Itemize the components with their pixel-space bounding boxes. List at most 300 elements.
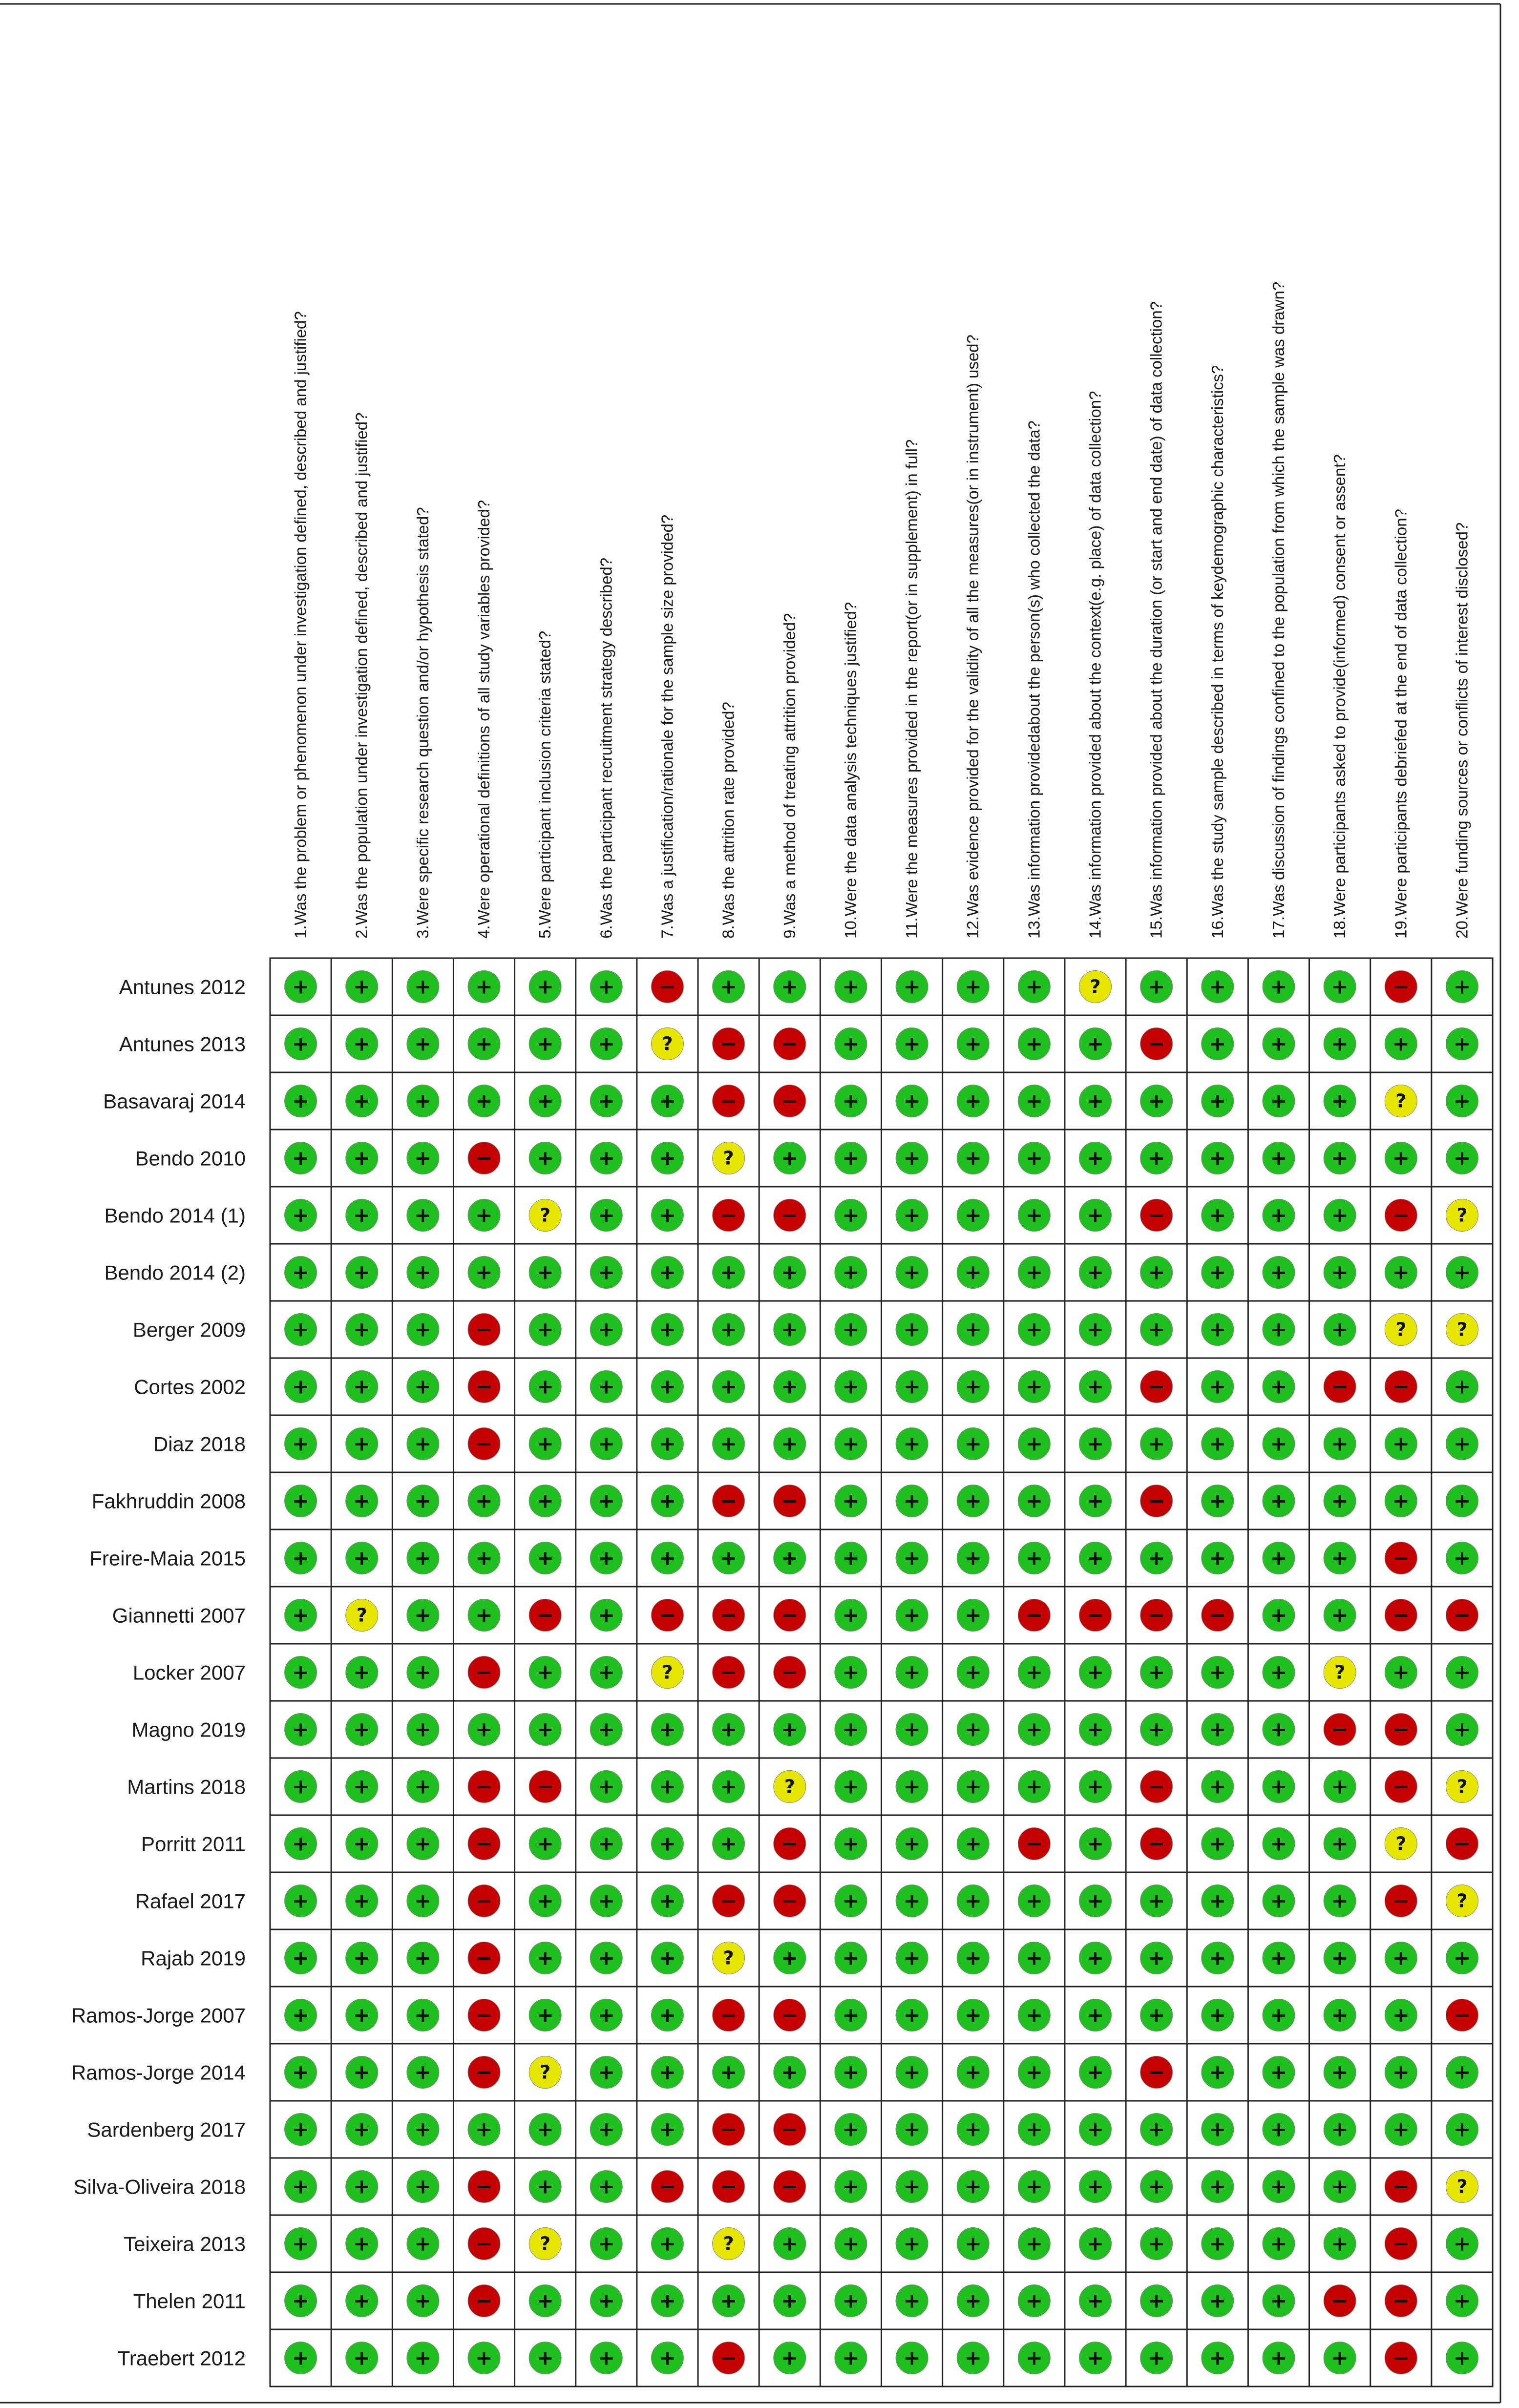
- study-label: Basavaraj 2014: [103, 1089, 246, 1113]
- assessment-mark-glyph: +: [964, 1203, 982, 1227]
- assessment-mark-glyph: −: [720, 1089, 738, 1113]
- assessment-mark: [1018, 1028, 1050, 1060]
- assessment-mark-glyph: +: [1392, 1488, 1410, 1513]
- assessment-mark: [1079, 1142, 1112, 1174]
- assessment-mark: [468, 2285, 500, 2317]
- assessment-mark-glyph: +: [414, 1888, 432, 1913]
- assessment-mark: [957, 971, 989, 1003]
- assessment-mark-glyph: +: [1270, 2117, 1287, 2141]
- assessment-mark-glyph: +: [1025, 1717, 1043, 1741]
- assessment-mark: [1018, 1999, 1050, 2031]
- study-label: Berger 2009: [132, 1318, 246, 1341]
- assessment-mark-glyph: +: [292, 2231, 310, 2256]
- assessment-mark: [1018, 1256, 1050, 1289]
- assessment-mark: [285, 1028, 317, 1060]
- assessment-mark: [1202, 2285, 1234, 2317]
- assessment-mark: [590, 2056, 622, 2089]
- assessment-mark-glyph: −: [781, 1089, 799, 1113]
- assessment-mark-glyph: +: [658, 1888, 676, 1913]
- assessment-mark-glyph: ?: [1456, 1776, 1468, 1798]
- assessment-mark: [1324, 1599, 1356, 1632]
- assessment-mark-glyph: +: [1086, 1146, 1104, 1170]
- assessment-mark-glyph: ?: [723, 1147, 734, 1169]
- assessment-mark-glyph: +: [1086, 2231, 1104, 2256]
- assessment-mark-glyph: ?: [1334, 1661, 1346, 1683]
- assessment-mark-glyph: −: [1392, 1888, 1410, 1913]
- assessment-mark: [1202, 1085, 1234, 1117]
- assessment-mark: [346, 2342, 378, 2374]
- assessment-mark-glyph: +: [903, 2288, 921, 2313]
- assessment-mark-glyph: +: [1148, 1260, 1165, 1284]
- assessment-mark: [896, 1656, 928, 1689]
- assessment-mark-glyph: −: [1148, 1374, 1165, 1399]
- assessment-mark: [1263, 1199, 1295, 1232]
- assessment-mark: [1079, 1542, 1112, 1574]
- assessment-mark-glyph: +: [1148, 2003, 1165, 2027]
- assessment-mark-glyph: +: [903, 1317, 921, 1341]
- assessment-mark-glyph: +: [903, 974, 921, 999]
- assessment-mark: [407, 1771, 439, 1803]
- assessment-mark: [468, 2056, 500, 2089]
- assessment-mark: [285, 1542, 317, 1574]
- assessment-mark-glyph: +: [781, 2288, 799, 2313]
- assessment-mark: [590, 1485, 622, 1517]
- assessment-mark-glyph: +: [1270, 1431, 1287, 1456]
- assessment-mark-glyph: +: [1086, 1546, 1104, 1570]
- assessment-mark-glyph: +: [1209, 2345, 1226, 2370]
- assessment-mark-glyph: +: [414, 2345, 432, 2370]
- assessment-mark: [590, 1771, 622, 1803]
- assessment-mark: [285, 1885, 317, 1917]
- study-labels: [71, 976, 246, 2370]
- assessment-mark-glyph: +: [475, 1488, 493, 1513]
- assessment-mark: [346, 971, 378, 1003]
- assessment-mark: [651, 2228, 683, 2260]
- assessment-mark: [529, 2228, 561, 2260]
- assessment-mark-glyph: +: [414, 2060, 432, 2084]
- assessment-mark: [774, 971, 806, 1003]
- assessment-mark: [1385, 2056, 1417, 2089]
- assessment-mark-glyph: −: [475, 2288, 493, 2313]
- assessment-mark-glyph: +: [1086, 1203, 1104, 1227]
- assessment-mark-glyph: −: [1392, 1774, 1410, 1799]
- assessment-mark: [713, 2228, 745, 2260]
- assessment-mark: [1446, 1656, 1478, 1689]
- assessment-mark-glyph: +: [964, 2231, 982, 2256]
- assessment-mark-glyph: +: [1086, 1831, 1104, 1856]
- assessment-mark: [1385, 1028, 1417, 1060]
- assessment-mark-glyph: +: [353, 2288, 371, 2313]
- assessment-mark: [713, 2114, 745, 2146]
- assessment-mark-glyph: −: [781, 2174, 799, 2199]
- assessment-mark: [1385, 2342, 1417, 2374]
- assessment-mark-glyph: −: [658, 1603, 676, 1627]
- assessment-mark: [1263, 1142, 1295, 1174]
- assessment-mark-glyph: +: [964, 2060, 982, 2084]
- assessment-mark: [1263, 1256, 1295, 1289]
- study-label: Fakhruddin 2008: [91, 1489, 246, 1513]
- assessment-mark-glyph: +: [1209, 1089, 1226, 1113]
- question-label: 5.Were participant inclusion criteria stated?: [536, 630, 554, 939]
- assessment-mark: [1079, 1256, 1112, 1289]
- assessment-mark: [835, 2342, 867, 2374]
- assessment-mark-glyph: +: [964, 2345, 982, 2370]
- assessment-mark-glyph: +: [1086, 1488, 1104, 1513]
- assessment-mark: [651, 2114, 683, 2146]
- assessment-mark: [1263, 1542, 1295, 1574]
- assessment-mark: [1018, 1485, 1050, 1517]
- assessment-mark-glyph: −: [1392, 1717, 1410, 1741]
- assessment-mark: [1263, 2285, 1295, 2317]
- assessment-mark: [1140, 1428, 1173, 1460]
- assessment-mark-glyph: +: [1331, 1603, 1349, 1627]
- assessment-mark-glyph: +: [1209, 2060, 1226, 2084]
- assessment-mark-glyph: +: [658, 1203, 676, 1227]
- assessment-mark-glyph: +: [1331, 1946, 1349, 1970]
- assessment-mark-glyph: +: [1025, 2174, 1043, 2199]
- assessment-mark: [713, 1199, 745, 1232]
- assessment-mark-glyph: +: [353, 1317, 371, 1341]
- assessment-mark: [651, 1656, 683, 1689]
- assessment-mark: [407, 1199, 439, 1232]
- assessment-mark: [1263, 2228, 1295, 2260]
- assessment-mark-glyph: +: [292, 1317, 310, 1341]
- assessment-mark-glyph: +: [353, 1374, 371, 1399]
- assessment-mark-glyph: +: [1392, 1660, 1410, 1684]
- assessment-mark-glyph: −: [475, 2174, 493, 2199]
- assessment-mark-glyph: +: [1209, 1831, 1226, 1856]
- assessment-mark-glyph: ?: [540, 2233, 551, 2255]
- assessment-mark-glyph: +: [1453, 1031, 1471, 1056]
- assessment-mark-glyph: +: [658, 1946, 676, 1970]
- assessment-mark: [1446, 1885, 1478, 1917]
- question-label: 6.Was the participant recruitment strategy described?: [597, 557, 615, 939]
- question-labels: [292, 282, 1471, 939]
- assessment-mark-glyph: +: [597, 1488, 615, 1513]
- assessment-mark-glyph: +: [720, 1831, 738, 1856]
- assessment-mark-glyph: +: [597, 1546, 615, 1570]
- assessment-mark-glyph: +: [475, 974, 493, 999]
- assessment-mark-glyph: +: [720, 1431, 738, 1456]
- assessment-mark: [346, 2228, 378, 2260]
- assessment-mark-glyph: +: [1392, 1431, 1410, 1456]
- assessment-mark: [285, 1085, 317, 1117]
- assessment-mark: [896, 1142, 928, 1174]
- assessment-mark-glyph: −: [1148, 1031, 1165, 1056]
- assessment-mark-glyph: ?: [662, 1661, 673, 1683]
- assessment-mark: [1446, 1942, 1478, 1974]
- assessment-mark: [285, 971, 317, 1003]
- assessment-mark: [896, 2114, 928, 2146]
- assessment-mark-glyph: ?: [784, 1776, 795, 1798]
- assessment-mark-glyph: +: [903, 2174, 921, 2199]
- assessment-mark: [957, 1828, 989, 1860]
- assessment-mark: [1263, 1314, 1295, 1346]
- assessment-mark-glyph: −: [475, 1831, 493, 1856]
- assessment-mark-glyph: +: [842, 2345, 860, 2370]
- assessment-mark: [835, 1028, 867, 1060]
- assessment-mark-glyph: −: [1148, 1831, 1165, 1856]
- assessment-mark-glyph: +: [1270, 2060, 1287, 2084]
- assessment-mark-glyph: +: [353, 1774, 371, 1799]
- assessment-mark: [1079, 1314, 1112, 1346]
- assessment-mark: [1079, 2056, 1112, 2089]
- assessment-mark-glyph: −: [1392, 974, 1410, 999]
- assessment-mark: [651, 1199, 683, 1232]
- assessment-mark: [1140, 971, 1173, 1003]
- assessment-mark: [1446, 1142, 1478, 1174]
- study-label: Rajab 2019: [141, 1947, 246, 1970]
- assessment-mark: [407, 2171, 439, 2203]
- assessment-mark-glyph: +: [353, 2060, 371, 2084]
- assessment-mark-glyph: −: [781, 1888, 799, 1913]
- assessment-mark-glyph: +: [353, 974, 371, 999]
- assessment-mark-glyph: +: [536, 1260, 554, 1284]
- assessment-mark-glyph: +: [1453, 1374, 1471, 1399]
- assessment-mark: [1140, 1599, 1173, 1632]
- assessment-mark-glyph: +: [536, 1546, 554, 1570]
- assessment-mark-glyph: +: [414, 1203, 432, 1227]
- assessment-mark: [713, 1542, 745, 1574]
- assessment-mark-glyph: +: [292, 974, 310, 999]
- assessment-mark: [407, 1714, 439, 1746]
- assessment-mark: [529, 1485, 561, 1517]
- assessment-mark-glyph: +: [1148, 1717, 1165, 1741]
- assessment-mark-glyph: −: [781, 1031, 799, 1056]
- assessment-mark-glyph: +: [903, 1888, 921, 1913]
- assessment-mark-glyph: +: [414, 2288, 432, 2313]
- assessment-mark: [1202, 1256, 1234, 1289]
- assessment-mark-glyph: +: [597, 1888, 615, 1913]
- assessment-mark-glyph: +: [597, 2003, 615, 2027]
- assessment-mark: [774, 2171, 806, 2203]
- assessment-mark: [896, 1085, 928, 1117]
- assessment-mark-glyph: +: [1086, 2117, 1104, 2141]
- assessment-mark: [1385, 1371, 1417, 1403]
- assessment-mark-glyph: +: [903, 1603, 921, 1627]
- assessment-mark-glyph: +: [475, 1546, 493, 1570]
- assessment-mark-glyph: +: [842, 1774, 860, 1799]
- assessment-mark-glyph: +: [1331, 1888, 1349, 1913]
- assessment-mark: [1324, 1542, 1356, 1574]
- assessment-mark-glyph: +: [1025, 1031, 1043, 1056]
- assessment-mark: [1446, 1371, 1478, 1403]
- assessment-mark: [1385, 1999, 1417, 2031]
- assessment-mark-glyph: +: [353, 1031, 371, 1056]
- assessment-mark-glyph: +: [842, 1946, 860, 1970]
- assessment-mark: [590, 2171, 622, 2203]
- assessment-mark-glyph: +: [292, 2003, 310, 2027]
- assessment-mark-glyph: +: [536, 1146, 554, 1170]
- assessment-mark: [713, 1656, 745, 1689]
- assessment-mark: [529, 1542, 561, 1574]
- study-label: Ramos-Jorge 2014: [71, 2061, 246, 2084]
- assessment-mark-glyph: +: [292, 2060, 310, 2084]
- assessment-mark-glyph: +: [353, 1488, 371, 1513]
- assessment-mark: [1018, 1656, 1050, 1689]
- assessment-mark: [1018, 1599, 1050, 1632]
- assessment-mark: [835, 1542, 867, 1574]
- assessment-mark: [346, 1885, 378, 1917]
- assessment-mark-glyph: +: [1025, 2060, 1043, 2084]
- assessment-mark: [1263, 1599, 1295, 1632]
- assessment-mark: [1385, 971, 1417, 1003]
- assessment-mark: [285, 2342, 317, 2374]
- assessment-mark: [407, 1828, 439, 1860]
- assessment-mark-glyph: +: [1392, 1031, 1410, 1056]
- assessment-mark-glyph: ?: [1456, 1890, 1468, 1912]
- assessment-mark: [468, 1142, 500, 1174]
- assessment-mark: [1263, 1656, 1295, 1689]
- assessment-mark-glyph: −: [475, 2060, 493, 2084]
- assessment-mark-glyph: +: [414, 1774, 432, 1799]
- assessment-mark-glyph: +: [1270, 1089, 1287, 1113]
- assessment-mark: [407, 1942, 439, 1974]
- assessment-mark-glyph: +: [658, 1146, 676, 1170]
- assessment-mark-glyph: +: [1270, 1831, 1287, 1856]
- assessment-mark-glyph: −: [1392, 1374, 1410, 1399]
- assessment-mark-glyph: +: [536, 2117, 554, 2141]
- assessment-mark-glyph: −: [1148, 1774, 1165, 1799]
- question-label: 14.Was information provided about the context(e.g. place) of data collection?: [1086, 391, 1104, 939]
- assessment-mark: [835, 1771, 867, 1803]
- assessment-mark-glyph: −: [781, 2117, 799, 2141]
- assessment-mark-glyph: +: [1331, 1317, 1349, 1341]
- assessment-mark: [1324, 1199, 1356, 1232]
- assessment-mark-glyph: +: [720, 2288, 738, 2313]
- assessment-mark: [1446, 2228, 1478, 2260]
- assessment-mark: [896, 1942, 928, 1974]
- assessment-mark-glyph: +: [414, 1946, 432, 1970]
- assessment-mark: [1018, 1199, 1050, 1232]
- assessment-mark-glyph: −: [720, 1603, 738, 1627]
- assessment-mark-glyph: +: [597, 2288, 615, 2313]
- assessment-mark: [896, 1828, 928, 1860]
- assessment-mark-glyph: +: [903, 2003, 921, 2027]
- assessment-mark: [346, 1199, 378, 1232]
- assessment-mark: [957, 2114, 989, 2146]
- assessment-mark-glyph: +: [1025, 2231, 1043, 2256]
- assessment-mark: [346, 1428, 378, 1460]
- assessment-mark-glyph: +: [536, 1031, 554, 1056]
- assessment-mark: [1385, 1485, 1417, 1517]
- assessment-mark-glyph: −: [781, 2003, 799, 2027]
- assessment-mark-glyph: −: [475, 1431, 493, 1456]
- assessment-mark: [713, 1599, 745, 1632]
- assessment-mark-glyph: +: [964, 1031, 982, 1056]
- assessment-mark-glyph: +: [1086, 1774, 1104, 1799]
- assessment-mark-glyph: +: [1025, 1260, 1043, 1284]
- assessment-mark: [1079, 2171, 1112, 2203]
- assessment-mark: [285, 1199, 317, 1232]
- assessment-mark-glyph: −: [1331, 1717, 1349, 1741]
- assessment-mark-glyph: +: [842, 1717, 860, 1741]
- assessment-mark-glyph: +: [597, 1089, 615, 1113]
- assessment-mark-glyph: −: [475, 1660, 493, 1684]
- assessment-mark-glyph: +: [1209, 1031, 1226, 1056]
- study-label: Silva-Oliveira 2018: [73, 2175, 246, 2199]
- assessment-mark-glyph: +: [1086, 1317, 1104, 1341]
- study-label: Cortes 2002: [134, 1375, 246, 1399]
- assessment-mark-glyph: +: [1270, 1031, 1287, 1056]
- assessment-mark: [285, 1771, 317, 1803]
- assessment-mark-glyph: +: [597, 2060, 615, 2084]
- assessment-mark: [346, 2056, 378, 2089]
- assessment-mark-glyph: +: [1270, 2231, 1287, 2256]
- assessment-mark-glyph: −: [720, 1488, 738, 1513]
- assessment-mark: [1079, 1999, 1112, 2031]
- assessment-mark-glyph: ?: [1395, 1090, 1407, 1112]
- assessment-mark-glyph: +: [597, 2345, 615, 2370]
- assessment-mark: [1446, 1771, 1478, 1803]
- assessment-mark-glyph: +: [1453, 1431, 1471, 1456]
- assessment-mark: [1202, 2056, 1234, 2089]
- assessment-mark: [774, 1256, 806, 1289]
- assessment-mark: [1079, 1428, 1112, 1460]
- assessment-mark: [957, 1885, 989, 1917]
- assessment-mark-glyph: +: [1148, 1317, 1165, 1341]
- assessment-mark: [651, 1999, 683, 2031]
- assessment-mark-glyph: +: [597, 1946, 615, 1970]
- assessment-mark-glyph: +: [1331, 2345, 1349, 2370]
- assessment-mark: [957, 2171, 989, 2203]
- assessment-mark-glyph: +: [1025, 1089, 1043, 1113]
- assessment-mark-glyph: +: [1025, 1374, 1043, 1399]
- assessment-mark-glyph: +: [1392, 2003, 1410, 2027]
- assessment-mark: [529, 1085, 561, 1117]
- assessment-mark: [468, 1599, 500, 1632]
- assessment-mark: [529, 1028, 561, 1060]
- assessment-mark-glyph: +: [414, 1431, 432, 1456]
- assessment-mark: [529, 2285, 561, 2317]
- assessment-mark: [1446, 2171, 1478, 2203]
- assessment-mark-glyph: +: [1270, 1260, 1287, 1284]
- assessment-mark-glyph: +: [842, 1146, 860, 1170]
- assessment-mark-glyph: +: [1025, 2345, 1043, 2370]
- study-label: Sardenberg 2017: [87, 2118, 246, 2141]
- assessment-mark: [407, 1314, 439, 1346]
- assessment-mark: [713, 1942, 745, 1974]
- assessment-mark: [651, 2056, 683, 2089]
- assessment-mark: [1324, 1942, 1356, 1974]
- assessment-mark-glyph: −: [720, 1660, 738, 1684]
- assessment-mark-glyph: +: [964, 1089, 982, 1113]
- assessment-mark: [1079, 2114, 1112, 2146]
- assessment-mark-glyph: +: [536, 1946, 554, 1970]
- assessment-mark: [346, 1256, 378, 1289]
- assessment-mark-glyph: −: [475, 1946, 493, 1970]
- assessment-mark: [529, 1714, 561, 1746]
- assessment-mark-glyph: +: [292, 1031, 310, 1056]
- study-label: Magno 2019: [131, 1718, 246, 1741]
- assessment-mark-glyph: −: [1148, 1603, 1165, 1627]
- study-label: Ramos-Jorge 2007: [71, 2004, 246, 2027]
- assessment-mark: [407, 1485, 439, 1517]
- assessment-mark: [1202, 2114, 1234, 2146]
- assessment-mark: [896, 1371, 928, 1403]
- assessment-mark: [957, 1485, 989, 1517]
- assessment-mark: [1385, 1942, 1417, 1974]
- assessment-mark-glyph: +: [1025, 2003, 1043, 2027]
- assessment-mark: [1202, 1371, 1234, 1403]
- assessment-mark: [407, 2228, 439, 2260]
- assessment-mark-glyph: +: [964, 1831, 982, 1856]
- assessment-mark: [1202, 2228, 1234, 2260]
- assessment-mark-glyph: −: [1453, 1603, 1471, 1627]
- assessment-mark: [651, 971, 683, 1003]
- assessment-mark-glyph: +: [1086, 2003, 1104, 2027]
- assessment-mark: [1263, 1028, 1295, 1060]
